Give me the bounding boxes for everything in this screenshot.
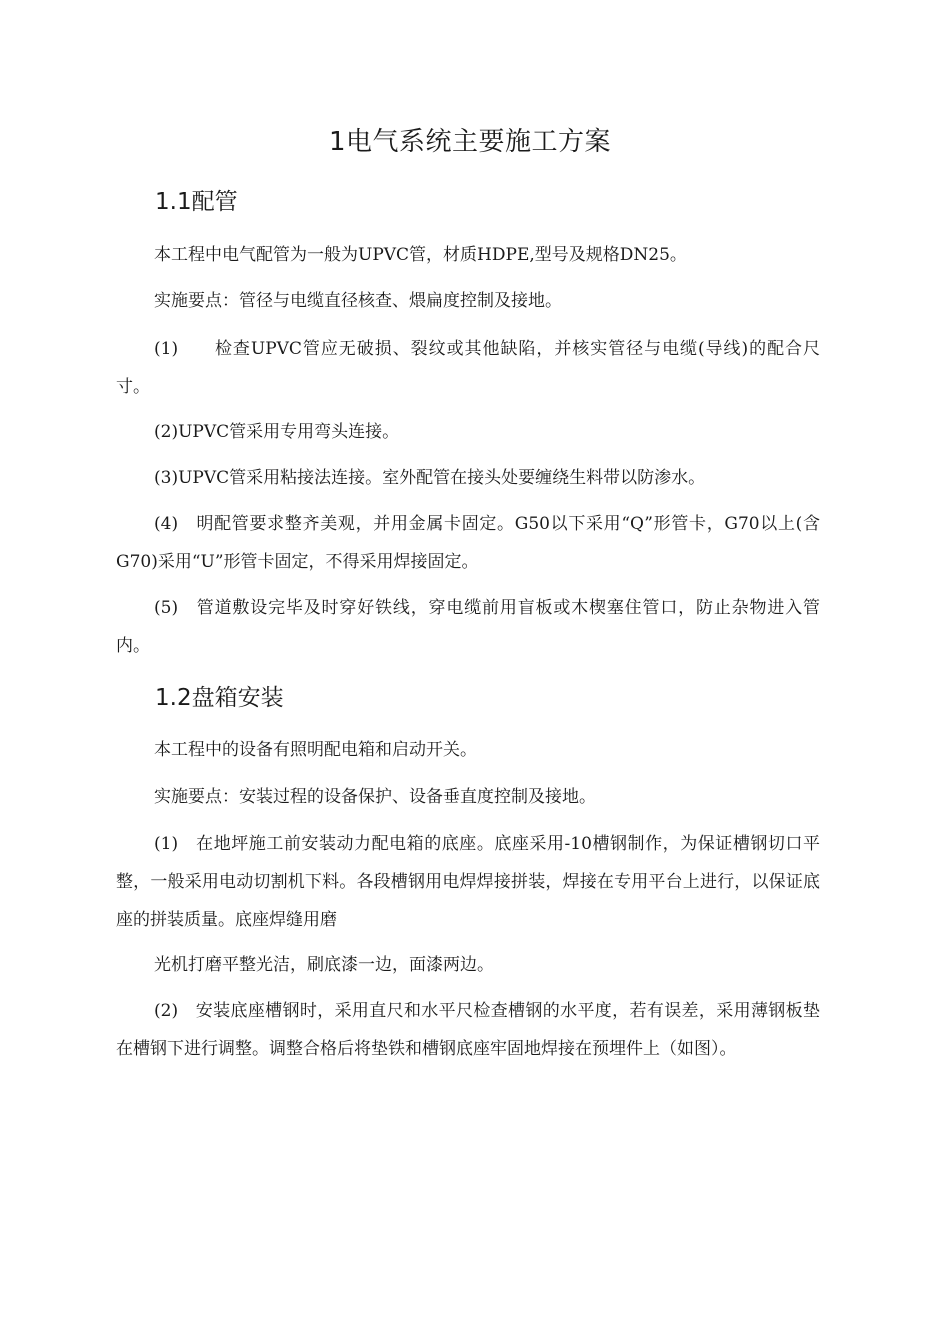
list-item: (4) 明配管要求整齐美观，并用金属卡固定。G50以下采用“Q”形管卡，G70以上(含G70)采用“U”形管卡固定，不得采用焊接固定。	[116, 514, 820, 572]
section-heading-1-1: 1.1配管	[155, 189, 238, 215]
list-item: (2)UPVC管采用专用弯头连接。	[154, 422, 400, 442]
paragraph: 本工程中电气配管为一般为UPVC管，材质HDPE,型号及规格DN25。	[154, 245, 687, 265]
paragraph: 光机打磨平整光洁，刷底漆一边，面漆两边。	[154, 955, 494, 975]
list-item: (5) 管道敷设完毕及时穿好铁线，穿电缆前用盲板或木楔塞住管口，防止杂物进入管内。	[116, 598, 820, 656]
list-item: (3)UPVC管采用粘接法连接。室外配管在接头处要缠绕生料带以防渗水。	[154, 468, 706, 488]
list-item: (1) 检查UPVC管应无破损、裂纹或其他缺陷，并核实管径与电缆(导线)的配合尺寸。	[116, 339, 820, 397]
paragraph: 实施要点：管径与电缆直径核查、煨扁度控制及接地。	[154, 291, 562, 311]
section-heading-1-2: 1.2盘箱安装	[155, 685, 284, 711]
list-item: (2) 安装底座槽钢时，采用直尺和水平尺检查槽钢的水平度，若有误差，采用薄钢板垫在槽钢下进行调整。调整合格后将垫铁和槽钢底座牢固地焊接在预埋件上（如图）。	[116, 1001, 820, 1059]
paragraph: 实施要点：安装过程的设备保护、设备垂直度控制及接地。	[154, 787, 596, 807]
page-title: 1电气系统主要施工方案	[328, 127, 612, 157]
list-item: (1) 在地坪施工前安装动力配电箱的底座。底座采用-10槽钢制作，为保证槽钢切口平整，一般采用电动切割机下料。各段槽钢用电焊焊接拼装，焊接在专用平台上进行，以保证底座的拼装质量。底座焊缝用磨	[116, 834, 820, 930]
paragraph: 本工程中的设备有照明配电箱和启动开关。	[154, 740, 477, 760]
